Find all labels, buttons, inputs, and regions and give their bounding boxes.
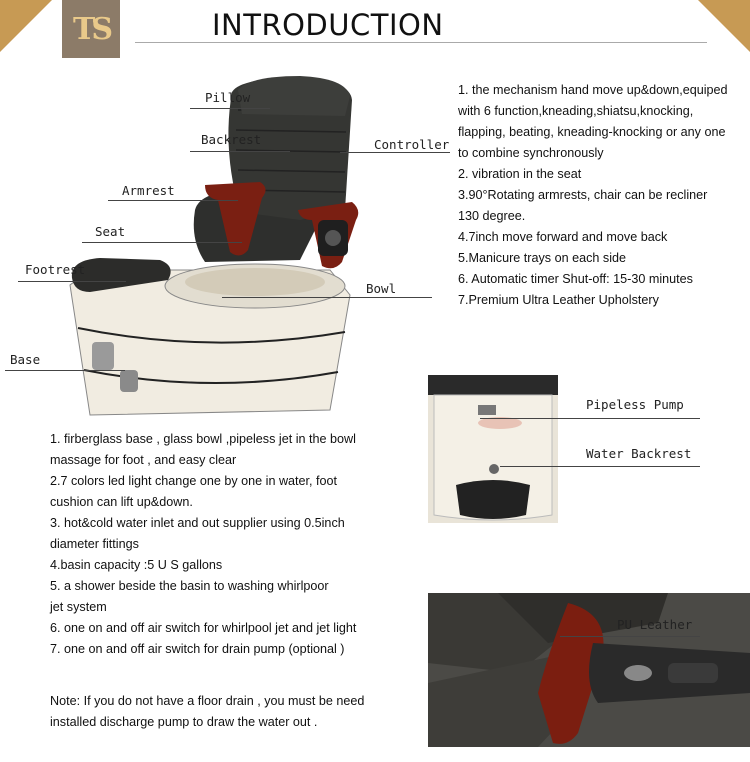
list-item: diameter fittings [50, 537, 139, 551]
features-top-list [458, 80, 728, 311]
list-item: with 6 function,kneading,shiatsu,knocking, [458, 104, 694, 118]
label-water-backrest: Water Backrest [586, 446, 692, 461]
install-note [50, 691, 364, 733]
leader-backrest [190, 151, 290, 152]
armrest-detail-image [428, 593, 750, 747]
list-item: 7.Premium Ultra Leather Upholstery [458, 293, 659, 307]
list-item: 2.7 colors led light change one by one in water, foot [50, 474, 338, 488]
header-corner-right [698, 0, 750, 52]
brand-logo [62, 0, 120, 58]
label-pillow: Pillow [205, 90, 251, 105]
note-line: installed discharge pump to draw the water out . [50, 715, 318, 729]
leader-footrest [18, 281, 126, 282]
list-item: 5. a shower beside the basin to washing whirlpoor [50, 579, 329, 593]
header-corner-left [0, 0, 52, 52]
label-pu-leather: PU Leather [617, 617, 693, 632]
features-bottom-list [50, 429, 356, 660]
list-item: 1. the mechanism hand move up&down,equiped [458, 83, 728, 97]
list-item: 5.Manicure trays on each side [458, 251, 627, 265]
list-item: 130 degree. [458, 209, 526, 223]
label-armrest: Armrest [122, 183, 175, 198]
label-footrest: Footrest [25, 262, 86, 277]
leader-bowl [222, 297, 432, 298]
tub-detail-image [428, 375, 558, 523]
list-item: 3.90°Rotating armrests, chair can be recliner [458, 188, 708, 202]
leader-seat [82, 242, 242, 243]
list-item: 4.7inch move forward and move back [458, 230, 668, 244]
leader-controller [340, 152, 450, 153]
list-item: cushion can lift up&down. [50, 495, 193, 509]
leader-armrest [108, 200, 238, 201]
leader-water-backrest [500, 466, 700, 467]
list-item: 6. one on and off air switch for whirlpool jet and jet light [50, 621, 357, 635]
list-item: 6. Automatic timer Shut-off: 15-30 minutes [458, 272, 693, 286]
page-title: INTRODUCTION [212, 8, 444, 42]
list-item: flapping, beating, kneading-knocking or any one [458, 125, 726, 139]
note-line: Note: If you do not have a floor drain , you must be need [50, 694, 365, 708]
pedicure-chair-image [0, 70, 440, 425]
list-item: 2. vibration in the seat [458, 167, 582, 181]
leader-pipeless-pump [480, 418, 700, 419]
label-pipeless-pump: Pipeless Pump [586, 397, 684, 412]
label-seat: Seat [95, 224, 126, 239]
label-base: Base [10, 352, 41, 367]
list-item: jet system [50, 600, 107, 614]
label-backrest: Backrest [201, 132, 262, 147]
logo-mark: ТS [73, 11, 109, 47]
list-item: 7. one on and off air switch for drain pump (optional ) [50, 642, 345, 656]
leader-base [5, 370, 125, 371]
list-item: 1. firberglass base , glass bowl ,pipeless jet in the bowl [50, 432, 356, 446]
list-item: massage for foot , and easy clear [50, 453, 237, 467]
leader-pu-leather [560, 636, 700, 637]
title-underline [135, 42, 707, 43]
list-item: 4.basin capacity :5 U S gallons [50, 558, 223, 572]
label-controller: Controller [374, 137, 450, 152]
list-item: 3. hot&cold water inlet and out supplier using 0.5inch [50, 516, 345, 530]
leader-pillow [190, 108, 270, 109]
label-bowl: Bowl [366, 281, 397, 296]
list-item: to combine synchronously [458, 146, 604, 160]
